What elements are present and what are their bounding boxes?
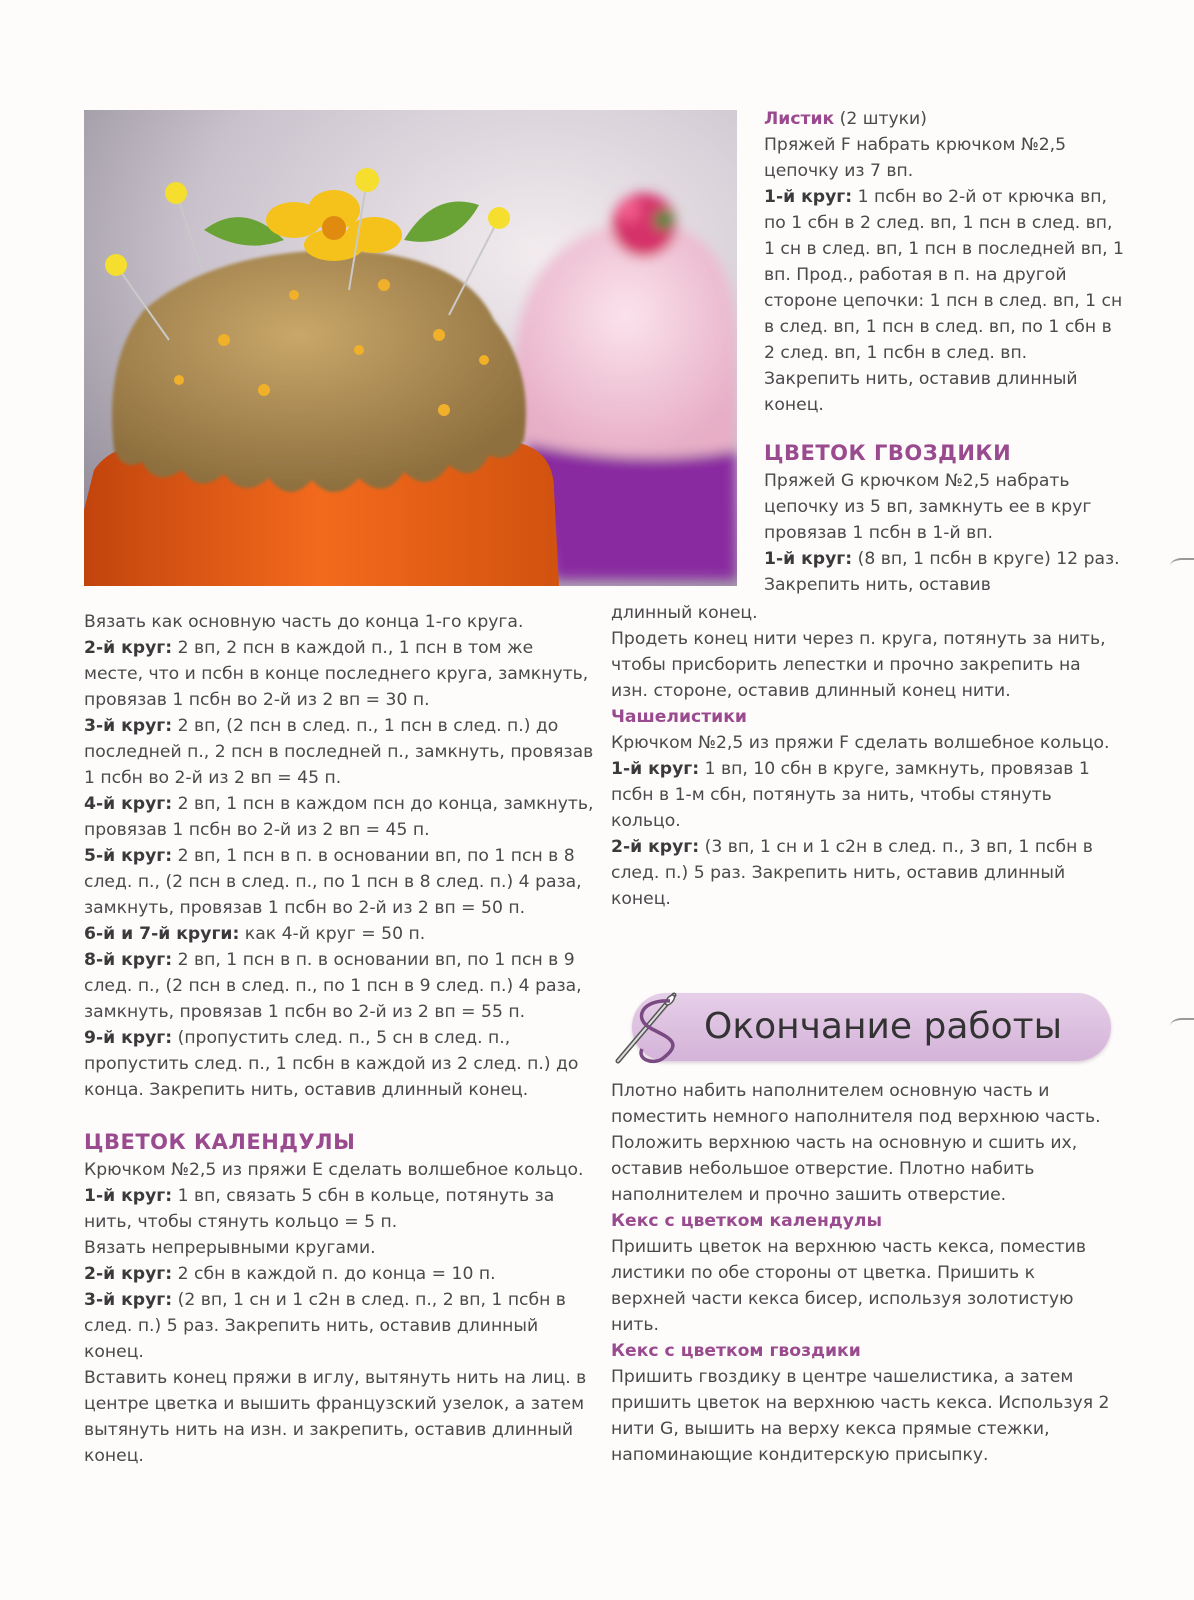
leaf-row-1	[764, 184, 1124, 418]
leaf-count: (2 штуки)	[834, 109, 927, 129]
banner-title: Окончание работы	[704, 1006, 1063, 1047]
row-text: (8 вп, 1 псбн в круге) 12 раз. Закрепить нить, оставив	[764, 549, 1120, 595]
calendula-cake-heading: Кекс с цветком календулы	[611, 1211, 883, 1231]
row-label: 5-й круг:	[84, 846, 173, 866]
carnation-pull-instructions: Продеть конец нити через п. круга, потянуть за нить, чтобы присборить лепестки и прочно закрепить на изн. стороне, оставив длинный конец нити.	[611, 629, 1106, 701]
sepals-row-2	[611, 834, 1111, 912]
row-text: (2 вп, 1 сн и 1 с2н в след. п., 2 вп, 1 псбн в след. п.) 5 раз. Закрепить нить, оставив длинный конец.	[84, 1290, 566, 1362]
leaf-intro: Пряжей F набрать крючком №2,5 цепочку из 7 вп.	[764, 135, 1067, 181]
carnation-row-1	[764, 546, 1124, 598]
finishing-banner	[612, 993, 1111, 1061]
row-label: 3-й круг:	[84, 1290, 173, 1310]
row-label: 6-й и 7-й круги:	[84, 924, 240, 944]
row-text: 2 вп, 1 псн в п. в основании вп, по 1 псн в 9 след. п., (2 псн в след. п., по 1 псн в 9 след. п.) 4 раза, замкнуть, провязав 1 псбн во 2-й из 2 вп = 55 п.	[84, 950, 582, 1022]
calendula-continuous: Вязать непрерывными кругами.	[84, 1238, 376, 1258]
right-column-top	[764, 106, 1124, 598]
binder-hole-mark	[1170, 1018, 1194, 1034]
sepals-heading: Чашелистики	[611, 707, 747, 727]
row-label: 1-й круг:	[764, 187, 853, 207]
row-text: 2 вп, 2 псн в каждой п., 1 псн в том же месте, что и псбн в конце последнего круга, замкнуть, провязав 1 псбн во 2-й из 2 вп = 30 п.	[84, 638, 589, 710]
top-part-intro: Вязать как основную часть до конца 1-го круга.	[84, 612, 524, 632]
calendula-heading: ЦВЕТОК КАЛЕНДУЛЫ	[84, 1130, 356, 1154]
round-9	[84, 1025, 594, 1103]
sepals-row-1	[611, 756, 1111, 834]
needle-thread-icon	[612, 989, 692, 1069]
round-3	[84, 713, 594, 791]
calendula-intro: Крючком №2,5 из пряжи E сделать волшебное кольцо.	[84, 1160, 584, 1180]
row-text: 2 вп, (2 псн в след. п., 1 псн в след. п.) до последней п., 2 псн в последней п., замкнуть, провязав 1 псбн во 2-й из 2 вп = 45 п.	[84, 716, 594, 788]
carnation-heading: ЦВЕТОК ГВОЗДИКИ	[764, 441, 1012, 465]
row-label: 2-й круг:	[84, 1264, 173, 1284]
row-label: 1-й круг:	[84, 1186, 173, 1206]
finishing-intro: Плотно набить наполнителем основную часть и поместить немного наполнителя под верхнюю часть. Положить верхнюю часть на основную и сшить их, оставив небольшое отверстие. Плотно набить наполнителем и прочно зашить отверстие.	[611, 1081, 1101, 1205]
calendula-knot: Вставить конец пряжи в иглу, вытянуть нить на лиц. в центре цветка и вышить французский узелок, а затем вытянуть нить на изн. и закрепить, оставив длинный конец.	[84, 1368, 587, 1466]
row-text: (пропустить след. п., 5 сн в след. п., пропустить след. п., 1 псбн в каждой из 2 след. п.) до конца. Закрепить нить, оставив длинный конец.	[84, 1028, 579, 1100]
calendula-round-3	[84, 1287, 594, 1365]
row-text: 2 вп, 1 псн в каждом псн до конца, замкнуть, провязав 1 псбн во 2-й из 2 вп = 45 п.	[84, 794, 594, 840]
carnation-cake-heading: Кекс с цветком гвоздики	[611, 1341, 861, 1361]
row-label: 1-й круг:	[611, 759, 700, 779]
cupcake-pincushion-photo	[84, 110, 737, 586]
row-text: (3 вп, 1 сн и 1 с2н в след. п., 3 вп, 1 псбн в след. п.) 5 раз. Закрепить нить, оставив длинный конец.	[611, 837, 1093, 909]
left-column	[84, 609, 594, 1469]
calendula-cake-text: Пришить цветок на верхнюю часть кекса, поместив листики по обе стороны от цветка. Пришить к верхней части кекса бисер, используя золотистую нить.	[611, 1237, 1086, 1335]
round-4	[84, 791, 594, 843]
leaf-title: Листик	[764, 109, 835, 129]
row-text: 1 вп, 10 сбн в круге, замкнуть, провязав 1 псбн в 1-м сбн, потянуть за нить, чтобы стянуть кольцо.	[611, 759, 1090, 831]
row-label: 8-й круг:	[84, 950, 173, 970]
finishing-column	[611, 1078, 1111, 1468]
row-text: 2 сбн в каждой п. до конца = 10 п.	[172, 1264, 496, 1284]
leaf-heading	[764, 106, 1124, 132]
row-label: 2-й круг:	[84, 638, 173, 658]
round-5	[84, 843, 594, 921]
row-text: как 4-й круг = 50 п.	[239, 924, 426, 944]
calendula-round-1	[84, 1183, 594, 1235]
binder-hole-mark	[1170, 558, 1194, 574]
carnation-intro: Пряжей G крючком №2,5 набрать цепочку из 5 вп, замкнуть ее в круг провязав 1 псбн в 1-й вп.	[764, 471, 1092, 543]
round-2	[84, 635, 594, 713]
row-label: 4-й круг:	[84, 794, 173, 814]
round-6-7	[84, 921, 594, 947]
round-8	[84, 947, 594, 1025]
calendula-round-2	[84, 1261, 594, 1287]
row-label: 2-й круг:	[611, 837, 700, 857]
carnation-cake-text: Пришить гвоздику в центре чашелистика, а затем пришить цветок на верхнюю часть кекса. Используя 2 нити G, вышить на верху кекса прямые стежки, напоминающие кондитерскую присыпку.	[611, 1367, 1110, 1465]
row-label: 9-й круг:	[84, 1028, 173, 1048]
right-column-continued	[611, 600, 1111, 912]
row-text: 1 вп, связать 5 сбн в кольце, потянуть за нить, чтобы стянуть кольцо = 5 п.	[84, 1186, 555, 1232]
sepals-intro: Крючком №2,5 из пряжи F сделать волшебное кольцо.	[611, 733, 1110, 753]
row-label: 1-й круг:	[764, 549, 853, 569]
row-text: 2 вп, 1 псн в п. в основании вп, по 1 псн в 8 след. п., (2 псн в след. п., по 1 псн в 8 след. п.) 4 раза, замкнуть, провязав 1 псбн во 2-й из 2 вп = 50 п.	[84, 846, 582, 918]
row-text: 1 псбн во 2-й от крючка вп, по 1 сбн в 2 след. вп, 1 псн в след. вп, 1 сн в след. вп, 1 псн в последней вп, 1 вп. Прод., работая в п. на другой стороне цепочки: 1 псн в след. вп, 1 сн в след. вп, 1 псн в след. вп, по 1 сбн в 2 след. вп, 1 псбн в след. вп. Закрепить нить, оставив длинный конец.	[764, 187, 1124, 415]
row-label: 3-й круг:	[84, 716, 173, 736]
carnation-continued: длинный конец.	[611, 603, 758, 623]
